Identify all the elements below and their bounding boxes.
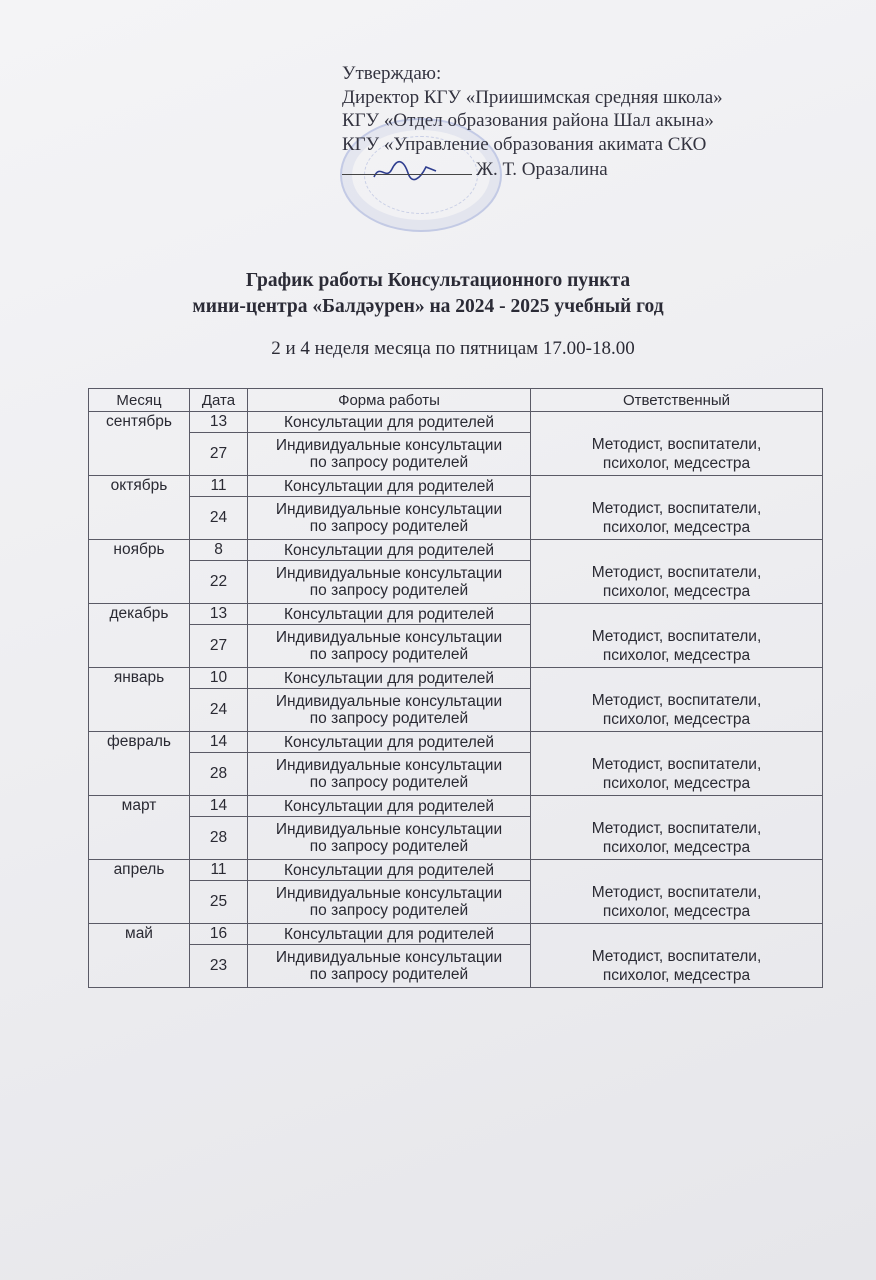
date-cell: 22	[190, 561, 248, 604]
form-line-1: Индивидуальные консультации	[275, 949, 503, 966]
form-line-2: по запросу родителей	[309, 454, 469, 471]
date-cell: 14	[190, 732, 248, 753]
approval-signer-line	[342, 156, 782, 182]
form-cell	[248, 881, 531, 924]
responsible-line-2: психолог, медсестра	[602, 647, 751, 664]
responsible-cell	[531, 732, 823, 796]
responsible-cell	[531, 604, 823, 668]
responsible-cell	[531, 540, 823, 604]
form-cell	[248, 497, 531, 540]
approval-administration: КГУ «Управление образования акимата СКО	[342, 133, 707, 155]
date-cell: 13	[190, 604, 248, 625]
form-line-2: по запросу родителей	[309, 646, 469, 663]
responsible-line-2: психолог, медсестра	[602, 711, 751, 728]
responsible-line-1: Методист, воспитатели,	[591, 820, 762, 837]
form-line-1: Индивидуальные консультации	[275, 821, 503, 838]
month-cell: январь	[89, 668, 190, 732]
form-cell: Консультации для родителей	[248, 924, 531, 945]
date-cell: 16	[190, 924, 248, 945]
date-cell: 24	[190, 497, 248, 540]
date-cell: 14	[190, 796, 248, 817]
responsible-line-2: психолог, медсестра	[602, 903, 751, 920]
table-row	[89, 604, 823, 625]
table-row	[89, 860, 823, 881]
table-row	[89, 796, 823, 817]
month-cell: апрель	[89, 860, 190, 924]
responsible-line-1: Методист, воспитатели,	[591, 756, 762, 773]
responsible-line-1: Методист, воспитатели,	[591, 884, 762, 901]
form-cell: Консультации для родителей	[248, 860, 531, 881]
approval-director: Директор КГУ «Приишимская средняя школа»	[342, 86, 723, 108]
table-body	[89, 412, 823, 988]
title-line-2: мини-центра «Балдәурен» на 2024 - 2025 учебный год	[192, 296, 664, 317]
month-cell: декабрь	[89, 604, 190, 668]
responsible-cell	[531, 924, 823, 988]
form-cell: Консультации для родителей	[248, 412, 531, 433]
month-cell: октябрь	[89, 476, 190, 540]
responsible-line-1: Методист, воспитатели,	[591, 564, 762, 581]
table-row	[89, 668, 823, 689]
form-line-1: Индивидуальные консультации	[275, 501, 503, 518]
form-line-2: по запросу родителей	[309, 902, 469, 919]
date-cell: 28	[190, 753, 248, 796]
month-cell: сентябрь	[89, 412, 190, 476]
form-line-1: Индивидуальные консультации	[275, 629, 503, 646]
form-cell	[248, 753, 531, 796]
responsible-line-2: психолог, медсестра	[602, 455, 751, 472]
title-line-1: График работы Консультационного пункта	[245, 270, 631, 291]
form-cell: Консультации для родителей	[248, 668, 531, 689]
responsible-cell	[531, 476, 823, 540]
table-row	[89, 412, 823, 433]
schedule-table	[88, 388, 823, 988]
table-row	[89, 732, 823, 753]
responsible-line-2: психолог, медсестра	[602, 967, 751, 984]
date-cell: 23	[190, 945, 248, 988]
date-cell: 10	[190, 668, 248, 689]
form-line-1: Индивидуальные консультации	[275, 693, 503, 710]
responsible-line-1: Методист, воспитатели,	[591, 628, 762, 645]
date-cell: 28	[190, 817, 248, 860]
responsible-line-1: Методист, воспитатели,	[591, 692, 762, 709]
date-cell: 24	[190, 689, 248, 732]
header-responsible: Ответственный	[531, 389, 823, 412]
month-cell: май	[89, 924, 190, 988]
table-row	[89, 924, 823, 945]
responsible-cell	[531, 860, 823, 924]
signature-line	[342, 156, 472, 175]
responsible-cell	[531, 668, 823, 732]
form-line-2: по запросу родителей	[309, 966, 469, 983]
date-cell: 13	[190, 412, 248, 433]
form-cell	[248, 945, 531, 988]
date-cell: 25	[190, 881, 248, 924]
month-cell: февраль	[89, 732, 190, 796]
month-cell: ноябрь	[89, 540, 190, 604]
date-cell: 27	[190, 625, 248, 668]
header-date: Дата	[190, 389, 248, 412]
date-cell: 27	[190, 433, 248, 476]
table-header-row	[89, 389, 823, 412]
document-title	[0, 268, 876, 320]
responsible-line-2: психолог, медсестра	[602, 775, 751, 792]
schedule-note: 2 и 4 неделя месяца по пятницам 17.00-18.00	[271, 338, 635, 359]
responsible-line-2: психолог, медсестра	[602, 583, 751, 600]
form-cell: Консультации для родителей	[248, 540, 531, 561]
form-line-2: по запросу родителей	[309, 518, 469, 535]
form-cell: Консультации для родителей	[248, 476, 531, 497]
form-line-1: Индивидуальные консультации	[275, 437, 503, 454]
responsible-cell	[531, 796, 823, 860]
form-cell: Консультации для родителей	[248, 604, 531, 625]
form-cell: Консультации для родителей	[248, 796, 531, 817]
form-line-2: по запросу родителей	[309, 582, 469, 599]
date-cell: 11	[190, 860, 248, 881]
form-line-2: по запросу родителей	[309, 838, 469, 855]
form-cell	[248, 817, 531, 860]
form-line-1: Индивидуальные консультации	[275, 565, 503, 582]
approval-heading: Утверждаю:	[342, 63, 442, 84]
form-line-2: по запросу родителей	[309, 774, 469, 791]
date-cell: 11	[190, 476, 248, 497]
approval-department: КГУ «Отдел образования района Шал акына»	[342, 110, 714, 131]
approval-block	[342, 62, 782, 182]
form-cell: Консультации для родителей	[248, 732, 531, 753]
month-cell: март	[89, 796, 190, 860]
responsible-line-2: психолог, медсестра	[602, 519, 751, 536]
form-cell	[248, 625, 531, 668]
table-row	[89, 540, 823, 561]
responsible-line-1: Методист, воспитатели,	[591, 948, 762, 965]
responsible-line-2: психолог, медсестра	[602, 839, 751, 856]
form-cell	[248, 561, 531, 604]
responsible-cell	[531, 412, 823, 476]
form-cell	[248, 433, 531, 476]
table-row	[89, 476, 823, 497]
date-cell: 8	[190, 540, 248, 561]
responsible-line-1: Методист, воспитатели,	[591, 436, 762, 453]
form-line-1: Индивидуальные консультации	[275, 885, 503, 902]
approval-signer: Ж. Т. Оразалина	[476, 159, 608, 180]
form-line-2: по запросу родителей	[309, 710, 469, 727]
header-month: Месяц	[89, 389, 190, 412]
header-form: Форма работы	[248, 389, 531, 412]
responsible-line-1: Методист, воспитатели,	[591, 500, 762, 517]
form-line-1: Индивидуальные консультации	[275, 757, 503, 774]
form-cell	[248, 689, 531, 732]
